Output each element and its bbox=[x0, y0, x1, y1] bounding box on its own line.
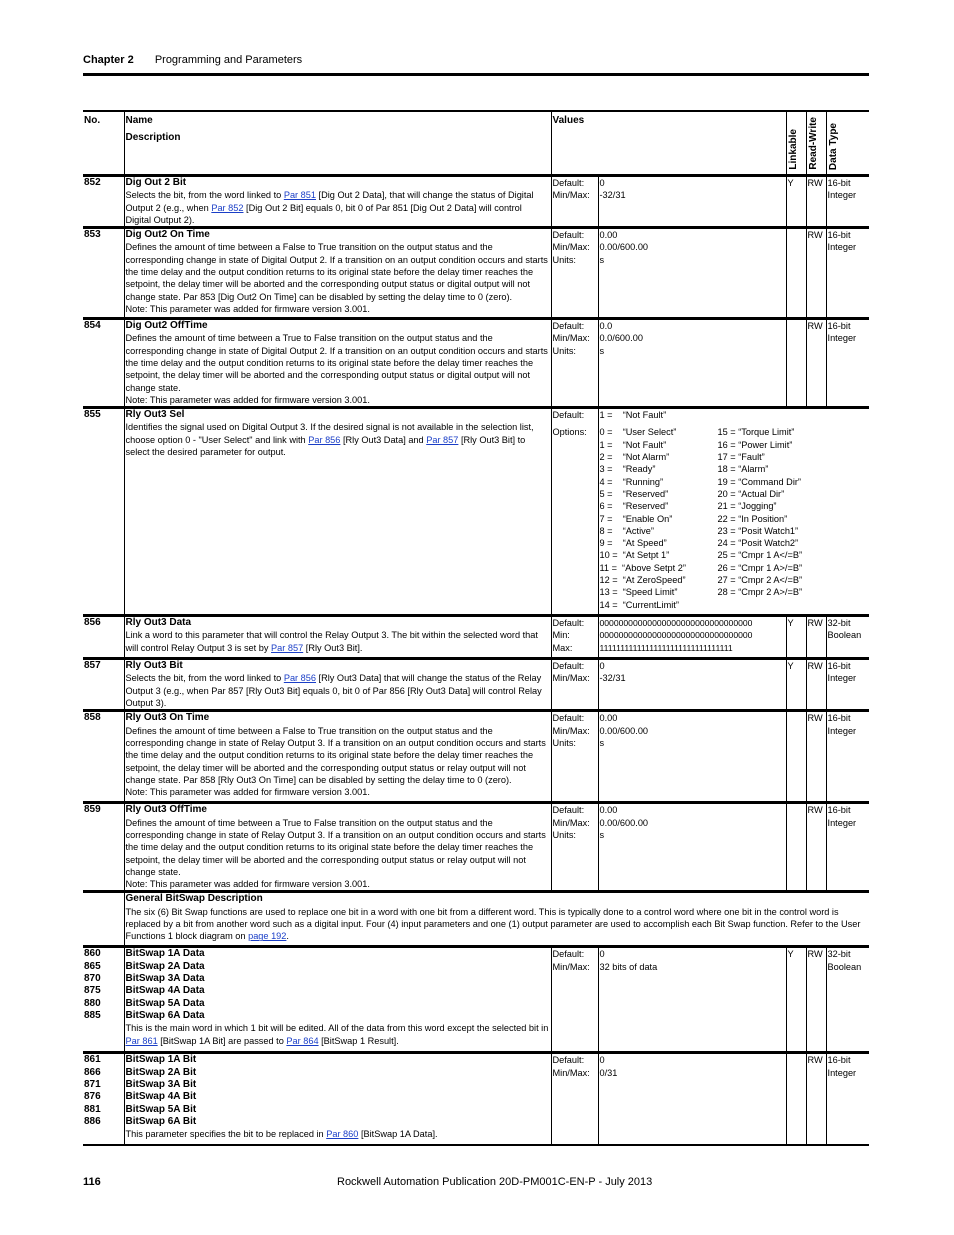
option-item: 6 = “Reserved” bbox=[599, 501, 669, 512]
option-item: 13 = “Speed Limit” bbox=[599, 587, 678, 598]
col-read-write: Read-Write bbox=[806, 111, 826, 175]
param-link[interactable]: Par 860 bbox=[326, 1129, 359, 1140]
header-rule bbox=[83, 73, 869, 76]
option-item: 3 = “Ready” bbox=[599, 464, 656, 475]
rw-flag: RW bbox=[806, 319, 826, 408]
option-item: 4 = “Running” bbox=[599, 476, 664, 487]
general-text: The six (6) Bit Swap functions are used to replace one bit in a word with one bit from a different word. This is typically done to a control word where one bit in the control word is replaced by a bit from another word such as a digital input. Four (4) input parameters and one (1) output parameter are used to accomplish each Bit Swap function. Refer to the User Functions 1 block diagram on page 192. bbox=[125, 906, 861, 942]
param-link[interactable]: Par 861 bbox=[125, 1035, 158, 1046]
general-description bbox=[124, 892, 869, 947]
option-item: 25 = “Cmpr 1 A</=B” bbox=[717, 550, 803, 561]
table-row bbox=[83, 175, 869, 227]
table-row bbox=[83, 803, 869, 892]
param-cell bbox=[124, 659, 551, 711]
param-name: Dig Out2 On Time bbox=[125, 229, 210, 241]
param-link[interactable]: Par 857 bbox=[426, 434, 459, 445]
param-cell: BitSwap 1A Bit BitSwap 2A Bit BitSwap 3A Bit BitSwap 4A Bit BitSwap 5A Bit BitSwap 6A Bit This parameter specifies the bit to be replaced in Par 860 [BitSwap 1A Data]. bbox=[124, 1053, 551, 1145]
param-number: 853 bbox=[83, 228, 124, 319]
param-link[interactable]: Par 864 bbox=[286, 1035, 319, 1046]
chapter-title: Programming and Parameters bbox=[154, 54, 303, 66]
option-item: 12 = “At ZeroSpeed” bbox=[599, 575, 686, 586]
chapter-label: Chapter 2 bbox=[83, 54, 134, 66]
option-item: 10 = “At Setpt 1” bbox=[599, 550, 670, 561]
table-row bbox=[83, 892, 869, 947]
param-cell bbox=[124, 175, 551, 227]
param-cell bbox=[124, 408, 551, 616]
linkable-flag: Y bbox=[786, 947, 806, 1053]
option-item: 11 = “Above Setpt 2” bbox=[599, 562, 686, 573]
param-cell bbox=[124, 319, 551, 408]
value-labels: Default: Min/Max: Units: bbox=[551, 228, 598, 319]
option-item: 7 = “Enable On” bbox=[599, 513, 673, 524]
table-row bbox=[83, 947, 869, 1053]
col-description: Description bbox=[125, 132, 181, 144]
option-item: 18 = “Alarm” bbox=[717, 464, 769, 475]
table-row bbox=[83, 408, 869, 616]
linkable-flag bbox=[786, 319, 806, 408]
table-row bbox=[83, 228, 869, 319]
option-item bbox=[718, 599, 828, 611]
col-name-desc bbox=[124, 111, 551, 175]
option-item: 14 = “CurrentLimit” bbox=[599, 599, 679, 610]
table-row bbox=[83, 659, 869, 711]
value-labels: Default: Min/Max: bbox=[551, 947, 598, 1053]
rw-flag: RW bbox=[806, 1053, 826, 1145]
option-item: 20 = “Actual Dir” bbox=[717, 488, 785, 499]
param-number: 856 bbox=[83, 616, 124, 659]
linkable-flag bbox=[786, 228, 806, 319]
linkable-flag bbox=[786, 803, 806, 892]
param-cell bbox=[124, 228, 551, 319]
table-row bbox=[83, 616, 869, 659]
param-number: 857 bbox=[83, 659, 124, 711]
param-number: 852 bbox=[83, 175, 124, 227]
value-values: 0.00 0.00/600.00 s bbox=[598, 228, 786, 319]
general-title: General BitSwap Description bbox=[125, 893, 263, 905]
rw-flag: RW bbox=[806, 659, 826, 711]
param-description: This parameter specifies the bit to be replaced in Par 860 [BitSwap 1A Data]. bbox=[125, 1129, 438, 1140]
table-row bbox=[83, 319, 869, 408]
param-numbers: 861 866 871 876 881 886 bbox=[83, 1053, 124, 1145]
value-labels: Default: Min/Max: bbox=[551, 659, 598, 711]
value-labels: Default: Min/Max: Units: bbox=[551, 711, 598, 803]
option-item: 0 = “User Select” bbox=[599, 427, 677, 438]
data-type: 16-bit Integer bbox=[826, 1053, 869, 1145]
option-item: 17 = “Fault” bbox=[717, 452, 765, 463]
option-item: 24 = “Posit Watch2” bbox=[717, 538, 799, 549]
table-header-row bbox=[83, 111, 869, 175]
table-row bbox=[83, 1053, 869, 1145]
value-values: 0.00 0.00/600.00 s bbox=[598, 711, 786, 803]
value-labels: Default: Min/Max: bbox=[551, 1053, 598, 1145]
param-description: Selects the bit, from the word linked to Par 856 [Rly Out3 Data] that will change the status of the Relay Output 3 (e.g., when Par 857 [Rly Out3 Bit] equals 0, bit 0 of Par 856 [Rly Out3 Data] will control Relay Output 3). bbox=[125, 673, 542, 709]
param-note: Note: This parameter was added for firmware version 3.001. bbox=[125, 879, 370, 890]
options-grid bbox=[600, 426, 869, 610]
rw-flag: RW bbox=[806, 175, 826, 227]
linkable-flag: Y bbox=[786, 659, 806, 711]
col-no: No. bbox=[83, 111, 124, 175]
param-link[interactable]: Par 856 bbox=[283, 673, 316, 684]
option-item: 9 = “At Speed” bbox=[599, 538, 667, 549]
param-number: 859 bbox=[83, 803, 124, 892]
value-labels: Default: Options: bbox=[551, 408, 598, 616]
rw-flag: RW bbox=[806, 803, 826, 892]
param-note: Note: This parameter was added for firmware version 3.001. bbox=[125, 787, 370, 798]
option-item: 26 = “Cmpr 1 A>/=B” bbox=[717, 562, 803, 573]
param-numbers: 860 865 870 875 880 885 bbox=[83, 947, 124, 1053]
param-cell: BitSwap 1A Data BitSwap 2A Data BitSwap 3A Data BitSwap 4A Data BitSwap 5A Data BitSwap 6A Data This is the main word in which 1 bit will be edited. All of the data from this word except the selected bit in Par 861 [BitSwap 1A Bit] are passed to Par 864 [BitSwap 1 Result]. bbox=[124, 947, 551, 1053]
data-type: 32-bit Boolean bbox=[826, 947, 869, 1053]
linkable-flag: Y bbox=[786, 175, 806, 227]
value-labels: Default: Min/Max: bbox=[551, 175, 598, 227]
param-description: Identifies the signal used on Digital Output 3. If the desired signal is not available in the selection list, choose option 0 - "User Select" and link with Par 856 [Rly Out3 Data] and Par 857 [Rly Out3 Bit] to select the desired parameter for output. bbox=[125, 422, 534, 458]
option-item: 23 = “Posit Watch1” bbox=[717, 525, 799, 536]
param-description: Selects the bit, from the word linked to Par 851 [Dig Out 2 Data], that will change the status of Digital Output 2 (e.g., when Par 852 [Dig Out 2 Bit] equals 0, bit 0 of Par 851 [Dig Out 2 Data] will control Digital Output 2). bbox=[125, 190, 534, 225]
value-values: 0 -32/31 bbox=[598, 175, 786, 227]
linkable-flag bbox=[786, 1053, 806, 1145]
option-item: 1 = “Not Fault” bbox=[599, 439, 667, 450]
param-description: Link a word to this parameter that will control the Relay Output 3. The bit within the selected word that will control Relay Output 3 is set by Par 857 [Rly Out3 Bit]. bbox=[125, 630, 538, 653]
data-type: 16-bit Integer bbox=[826, 711, 869, 803]
value-values: 0 0/31 bbox=[598, 1053, 786, 1145]
col-data-type: Data Type bbox=[826, 111, 869, 175]
option-item: 15 = “Torque Limit” bbox=[717, 427, 795, 438]
param-description: Defines the amount of time between a False to True transition on the output status and the corresponding change in state of Relay Output 3. If a transition on an output condition occurs and starts the time delay and the output condition returns to its original state before the delay timer reaches the setpoint, the delay timer will be aborted and the corresponding output status or relay output will not change state. Par 858 [Rly Out3 On Time] can be disabled by setting the delay time to 0 (zero). bbox=[125, 725, 546, 785]
page-header bbox=[83, 54, 302, 66]
param-link[interactable]: Par 856 bbox=[308, 434, 341, 445]
param-note: Note: This parameter was added for firmware version 3.001. bbox=[125, 394, 370, 405]
param-name: Dig Out2 OffTime bbox=[125, 320, 208, 332]
option-item: 2 = “Not Alarm” bbox=[599, 452, 670, 463]
col-values: Values bbox=[551, 111, 786, 175]
col-name: Name bbox=[125, 115, 153, 126]
option-item: 21 = “Jogging” bbox=[717, 501, 777, 512]
default-option: 1 = “Not Fault” bbox=[599, 410, 667, 421]
rw-flag: RW bbox=[806, 947, 826, 1053]
value-values: 0 -32/31 bbox=[598, 659, 786, 711]
param-description: Defines the amount of time between a True to False transition on the output status and the corresponding change in state of Digital Output 2. If a transition on an output condition occurs and starts the time delay and the output condition returns to its original state before the delay timer reaches the setpoint, the delay timer will be aborted and the corresponding output status or digital output will not change state. bbox=[125, 333, 548, 393]
param-name: Rly Out3 Data bbox=[125, 617, 192, 629]
page-number: 116 bbox=[83, 1176, 101, 1188]
table-row bbox=[83, 711, 869, 803]
param-cell bbox=[124, 616, 551, 659]
data-type: 16-bit Integer bbox=[826, 175, 869, 227]
value-labels: Default: Min/Max: Units: bbox=[551, 803, 598, 892]
value-values: 00000000000000000000000000000000 00000000000000000000000000000000 11111111111111111111111111111111 bbox=[598, 616, 786, 659]
param-name: Rly Out3 On Time bbox=[125, 712, 210, 724]
param-description: Defines the amount of time between a False to True transition on the output status and the corresponding change in state of Digital Output 2. If a transition on an output condition occurs and starts the time delay and the output condition returns to its original state before the delay timer reaches the setpoint, the delay timer will be aborted and the corresponding output status or digital output will not change state. Par 853 [Dig Out2 On Time] can be disabled by setting the delay time to 0 (zero). bbox=[125, 242, 548, 302]
param-number: 854 bbox=[83, 319, 124, 408]
option-item: 22 = “In Position” bbox=[717, 513, 788, 524]
value-values: 0.0 0.0/600.00 s bbox=[598, 319, 786, 408]
param-number: 855 bbox=[83, 408, 124, 616]
parameter-table bbox=[83, 110, 869, 1146]
linkable-flag bbox=[786, 711, 806, 803]
param-description: Defines the amount of time between a True to False transition on the output status and the corresponding change in state of Relay Output 3. If a transition on an output condition occurs and starts the time delay and the output condition returns to its original state before the delay timer reaches the setpoint, the delay timer will be aborted and the corresponding output status or relay output will not change state. bbox=[125, 817, 546, 877]
linkable-flag: Y bbox=[786, 616, 806, 659]
param-note: Note: This parameter was added for firmware version 3.001. bbox=[125, 303, 370, 314]
param-name: Rly Out3 OffTime bbox=[125, 804, 207, 816]
param-link[interactable]: Par 852 bbox=[211, 202, 244, 213]
param-link[interactable]: Par 851 bbox=[283, 190, 316, 201]
page-link[interactable]: page 192 bbox=[248, 931, 287, 942]
value-values: 0.00 0.00/600.00 s bbox=[598, 803, 786, 892]
param-cell bbox=[124, 711, 551, 803]
param-cell bbox=[124, 803, 551, 892]
option-item: 8 = “Active” bbox=[599, 525, 654, 536]
option-item: 19 = “Command Dir” bbox=[717, 476, 801, 487]
data-type: 16-bit Integer bbox=[826, 803, 869, 892]
data-type: 32-bit Boolean bbox=[826, 616, 869, 659]
param-name: Dig Out 2 Bit bbox=[125, 176, 187, 188]
param-description: This is the main word in which 1 bit will be edited. All of the data from this word except the selected bit in Par 861 [BitSwap 1A Bit] are passed to Par 864 [BitSwap 1 Result]. bbox=[125, 1023, 549, 1046]
option-item: 27 = “Cmpr 2 A</=B” bbox=[717, 575, 803, 586]
value-values: 0 32 bits of data bbox=[598, 947, 786, 1053]
value-labels: Default: Min: Max: bbox=[551, 616, 598, 659]
rw-flag: RW bbox=[806, 616, 826, 659]
data-type: 16-bit Integer bbox=[826, 319, 869, 408]
option-item: 5 = “Reserved” bbox=[599, 488, 669, 499]
param-link[interactable]: Par 857 bbox=[271, 642, 304, 653]
param-name: Rly Out3 Bit bbox=[125, 660, 183, 672]
col-linkable: Linkable bbox=[786, 111, 806, 175]
param-name: Rly Out3 Sel bbox=[125, 409, 185, 421]
data-type: 16-bit Integer bbox=[826, 228, 869, 319]
rw-flag: RW bbox=[806, 228, 826, 319]
options-list bbox=[598, 408, 869, 616]
rw-flag: RW bbox=[806, 711, 826, 803]
value-labels: Default: Min/Max: Units: bbox=[551, 319, 598, 408]
data-type: 16-bit Integer bbox=[826, 659, 869, 711]
param-number: 858 bbox=[83, 711, 124, 803]
publication-info: Rockwell Automation Publication 20D-PM001C-EN-P - July 2013 bbox=[337, 1176, 653, 1188]
option-item: 16 = “Power Limit” bbox=[717, 439, 793, 450]
option-item: 28 = “Cmpr 2 A>/=B” bbox=[717, 587, 803, 598]
